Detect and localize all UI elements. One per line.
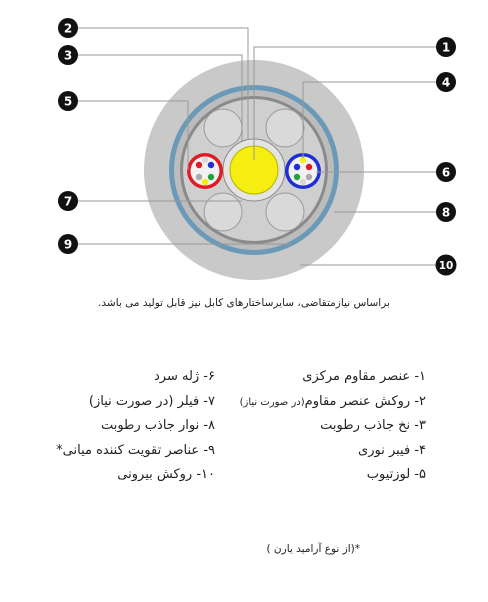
legend-right-column	[240, 365, 426, 488]
filler-bottom-right	[266, 193, 304, 231]
legend-item: ۴- فیبر نوری	[358, 442, 426, 458]
loose-tube-right	[285, 153, 321, 189]
legend-left-column	[56, 365, 215, 488]
callout-4	[436, 72, 456, 92]
legend-item: ۲- روکش عنصر مقاوم(در صورت نیاز)	[239, 393, 426, 409]
callout-5	[58, 91, 78, 111]
diagram-caption: براساس نیازمتقاضی، سایرساختارهای کابل نیز قابل تولید می باشد.	[98, 297, 390, 309]
svg-text:5: 5	[63, 94, 73, 109]
loose-tube-left	[187, 153, 223, 189]
callout-10	[436, 255, 457, 276]
legend-item: ۶- ژله سرد	[153, 369, 215, 384]
legend-item: ۱- عنصر مقاوم مرکزی	[302, 369, 426, 384]
svg-text:8: 8	[441, 205, 451, 220]
callout-7	[58, 191, 78, 211]
svg-text:7: 7	[63, 194, 73, 209]
legend-item: ۹- عناصر تقویت کننده میانی*	[56, 442, 215, 458]
callout-8	[436, 202, 456, 222]
legend-item: ۸- نوار جاذب رطوبت	[100, 418, 215, 433]
filler-bottom-left	[204, 193, 242, 231]
svg-text:9: 9	[63, 237, 73, 252]
legend-item-note: (در صورت نیاز)	[239, 396, 305, 408]
svg-text:10: 10	[438, 260, 454, 272]
svg-text:4: 4	[441, 75, 451, 90]
cable-cross-section-diagram	[0, 0, 488, 290]
legend-item: ۵- لوزتیوب	[366, 467, 426, 482]
callout-9	[58, 234, 78, 254]
callout-6	[436, 162, 456, 182]
svg-text:3: 3	[63, 48, 73, 63]
filler-top-left	[204, 109, 242, 147]
footnote: *(از نوع آرامید یارن )	[266, 543, 360, 555]
callout-3	[58, 45, 78, 65]
legend-item: ۱۰- روکش بیرونی	[117, 467, 215, 482]
legend-item: ۳- نخ جاذب رطوبت	[320, 418, 426, 433]
svg-text:2: 2	[63, 21, 73, 36]
callout-1	[436, 37, 456, 57]
svg-text:6: 6	[441, 165, 451, 180]
filler-top-right	[266, 109, 304, 147]
legend-item: ۷- فیلر (در صورت نیاز)	[88, 393, 215, 409]
callout-2	[58, 18, 78, 38]
svg-text:1: 1	[441, 40, 451, 55]
